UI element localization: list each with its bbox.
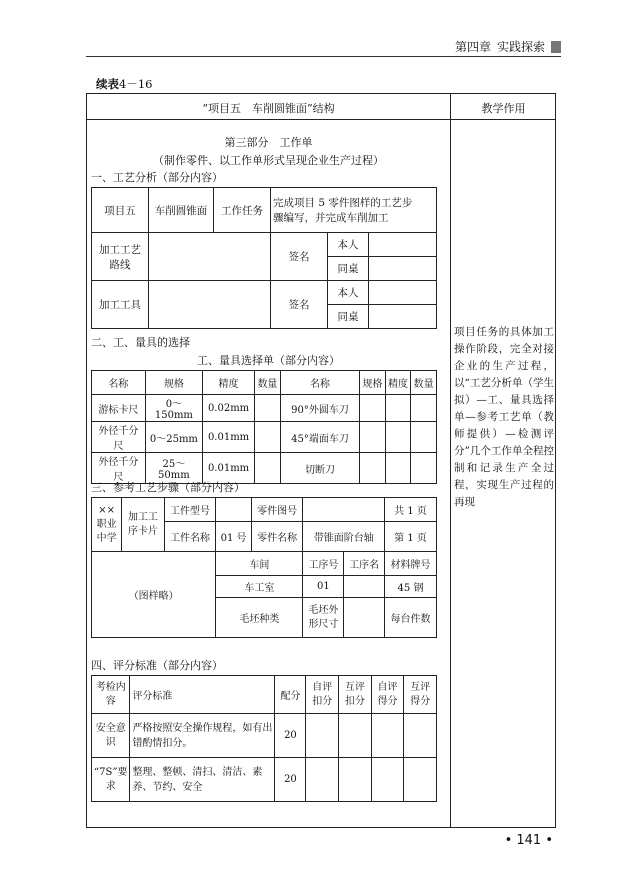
header-divider — [87, 119, 555, 120]
row-item: “7S”要求 — [92, 758, 130, 802]
type-no-label: 工件型号 — [164, 498, 216, 522]
cell: 25～50mm — [145, 453, 202, 484]
workshop-value: 车工室 — [216, 576, 303, 598]
tool-label: 加工工具 — [92, 281, 149, 329]
page-number: • 141 • — [504, 833, 553, 848]
cell: 0.01mm — [202, 422, 254, 453]
scoring-table — [91, 675, 437, 802]
cell — [385, 395, 411, 422]
blank-size-label: 毛坯外形尺寸 — [303, 598, 344, 638]
cell — [360, 453, 386, 484]
cell: 0～25mm — [145, 422, 202, 453]
cell — [371, 714, 404, 758]
tool-mate-value — [369, 305, 437, 329]
running-header — [455, 38, 561, 55]
section-label: 实践探索 — [496, 40, 545, 54]
task-value — [271, 188, 437, 233]
section2-title: 二、工、量具的选择 — [91, 336, 190, 349]
tool-sign-label: 签名 — [271, 281, 328, 329]
right-column-header: 教学作用 — [481, 102, 526, 115]
cell — [371, 758, 404, 802]
part-title: 第三部分 工作单 — [224, 136, 313, 149]
school-name: ××职业中学 — [92, 498, 122, 552]
task-label: 工作任务 — [214, 188, 271, 233]
route-mate-label: 同桌 — [328, 257, 369, 281]
cell: 90°外圆车刀 — [280, 395, 359, 422]
cell — [360, 395, 386, 422]
th-self-score: 自评得分 — [371, 676, 404, 714]
project-value: 车削圆锥面 — [149, 188, 214, 233]
cell — [411, 453, 437, 484]
tool-self-label: 本人 — [328, 281, 369, 305]
cell: 45°端面车刀 — [280, 422, 359, 453]
table-row — [92, 395, 437, 422]
table-row — [92, 758, 437, 802]
cell — [339, 758, 372, 802]
cell — [385, 422, 411, 453]
cell — [255, 422, 281, 453]
tool-self-value — [369, 281, 437, 305]
type-no-value — [216, 498, 251, 522]
main-table — [86, 93, 556, 828]
per-blank-label: 每台件数 — [385, 598, 437, 638]
route-value — [149, 233, 271, 281]
cell — [385, 453, 411, 484]
cell — [411, 395, 437, 422]
caption-number: 4－16 — [119, 77, 153, 91]
process-card-table — [91, 497, 437, 638]
blank-size-value — [344, 598, 385, 638]
figure-placeholder: （图样略） — [92, 552, 216, 638]
workshop-label: 车间 — [216, 552, 303, 576]
cell: 外径千分尺 — [92, 453, 146, 484]
name-value: 01 号 — [216, 522, 251, 552]
th-self-deduct: 自评扣分 — [306, 676, 339, 714]
material-label: 材料牌号 — [385, 552, 437, 576]
th-spec-1: 规格 — [145, 371, 202, 395]
th-name-1: 名称 — [92, 371, 146, 395]
cell — [306, 714, 339, 758]
cell — [255, 395, 281, 422]
process-analysis-table — [91, 187, 437, 329]
th-item: 考检内容 — [92, 676, 130, 714]
route-sign-label: 签名 — [271, 233, 328, 281]
th-spec-2: 规格 — [360, 371, 386, 395]
part-subtitle: （制作零件、以工作单形式呈现企业生产过程） — [153, 154, 384, 167]
th-standard: 评分标准 — [130, 676, 275, 714]
part-name-label: 零件名称 — [251, 522, 303, 552]
blank-type-label: 毛坯种类 — [216, 598, 303, 638]
table-row — [92, 422, 437, 453]
cell — [360, 422, 386, 453]
route-self-value — [369, 233, 437, 257]
proc-no-label: 工序号 — [303, 552, 344, 576]
cell — [404, 714, 437, 758]
tool-value — [149, 281, 271, 329]
column-divider — [450, 94, 451, 827]
table-caption — [96, 76, 152, 92]
section1-title: 一、工艺分析（部分内容） — [91, 171, 223, 184]
table-row — [92, 714, 437, 758]
header-rule — [86, 56, 561, 57]
section4-title: 四、评分标准（部分内容） — [91, 659, 223, 672]
row-item: 安全意识 — [92, 714, 130, 758]
th-name-2: 名称 — [280, 371, 359, 395]
proc-no-value: 01 — [303, 576, 344, 598]
th-score: 配分 — [275, 676, 306, 714]
route-label — [92, 233, 149, 281]
th-qty-2: 数量 — [411, 371, 437, 395]
route-line-1: 加工工艺 — [99, 243, 141, 256]
row-score: 20 — [275, 758, 306, 802]
proc-name-value — [344, 576, 385, 598]
route-mate-value — [369, 257, 437, 281]
th-precision-2: 精度 — [385, 371, 411, 395]
teaching-role-text: 项目任务的具体加工操作阶段，完全对接企业的生产过程，以“工艺分析单（学生拟）—工、量具选择单—参考工艺单（教师提供）—检测评分”几个工作单全程控制和记录生产全过程，实现生产过程的再现 — [454, 326, 554, 508]
card-title: 加工工序卡片 — [122, 498, 165, 552]
cell — [411, 422, 437, 453]
cell — [306, 758, 339, 802]
caption-prefix: 续表 — [96, 77, 119, 91]
cell: 外径千分尺 — [92, 422, 146, 453]
cell: 游标卡尺 — [92, 395, 146, 422]
part-name-value: 带锥面阶台轴 — [303, 522, 385, 552]
cell: 0～150mm — [145, 395, 202, 422]
cell: 0.02mm — [202, 395, 254, 422]
task-line-1: 完成项目 5 零件图样的工艺步 — [273, 197, 413, 209]
th-mutual-score: 互评得分 — [404, 676, 437, 714]
tool-selection-table — [91, 370, 437, 484]
part-no-value — [303, 498, 385, 522]
row-score: 20 — [275, 714, 306, 758]
cell — [255, 453, 281, 484]
cell: 切断刀 — [280, 453, 359, 484]
cell: 0.01mm — [202, 453, 254, 484]
left-column-header: “项目五 车削圆锥面”结构 — [202, 102, 335, 115]
section3-title: 三、参考工艺步骤（部分内容） — [91, 481, 245, 494]
total-pages: 共 1 页 — [385, 498, 437, 522]
proc-name-label: 工序名 — [344, 552, 385, 576]
th-qty-1: 数量 — [255, 371, 281, 395]
project-label: 项目五 — [92, 188, 149, 233]
part-no-label: 零件图号 — [251, 498, 303, 522]
section2-subtitle: 工、量具选择单（部分内容） — [197, 354, 340, 367]
row-standard: 严格按照安全操作规程，如有出错酌情扣分。 — [130, 714, 275, 758]
th-mutual-deduct: 互评扣分 — [339, 676, 372, 714]
chapter-label: 第四章 — [454, 40, 491, 54]
header-marker — [551, 41, 561, 53]
row-standard: 整理、整顿、清扫、清洁、素养、节约、安全 — [130, 758, 275, 802]
route-line-2: 路线 — [109, 258, 131, 271]
material-value: 45 钢 — [385, 576, 437, 598]
task-line-2: 骤编写，并完成车削加工 — [273, 212, 389, 224]
page-no: 第 1 页 — [385, 522, 437, 552]
tool-mate-label: 同桌 — [328, 305, 369, 329]
th-precision-1: 精度 — [202, 371, 254, 395]
route-self-label: 本人 — [328, 233, 369, 257]
cell — [404, 758, 437, 802]
name-label: 工件名称 — [164, 522, 216, 552]
cell — [339, 714, 372, 758]
